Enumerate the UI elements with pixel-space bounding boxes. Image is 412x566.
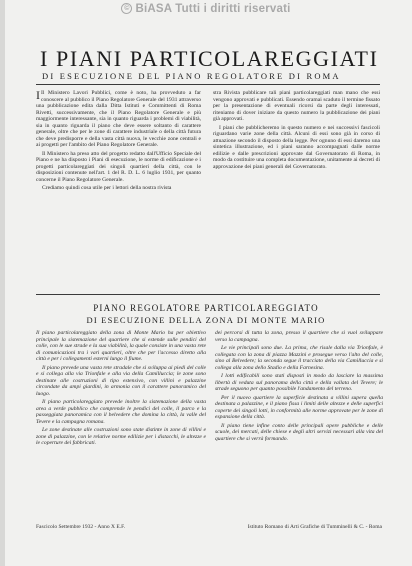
intro-right-paragraph-1: stra Rivista pubblicare tali piani particolareggiati man mano che essi vengono approvati e pubblicati. Essendo oramai scaduto il termine fissato per la presentazione di eventuali ricorsi da parte degli interessati, riteniamo di dover iniziare da questo numero la pubblicazione dei piani già approvati. [213, 90, 380, 122]
body-left-paragraph-2: Il piano prevede una vasta rete stradale che si sviluppa ai piedi del colle e si collega alla via Trionfale e alla via della Camilluccia; le zone sono destinate alle costruzioni di tipo estensivo, con villini e palazzine circondate da ampi giardini, in armonia con il carattere panoramico del luogo. [36, 364, 206, 397]
body-right-paragraph-4: Per il nuovo quartiere la superficie destinata a villini supera quella destinata a palazzine, e il piano fissa i limiti delle altezze e delle superfici coperte dei singoli lotti, in conformità alle norme approvate per le zone di espansione della città. [215, 394, 383, 420]
body-right-paragraph-1: dei percorsi di tutta la zona, presso il quartiere che si vuol sviluppare verso la campagna. [215, 330, 383, 343]
title-rule [36, 84, 380, 85]
footer-left: Fascicolo Settembre 1932 - Anno X E.F. [36, 524, 126, 530]
body-right-paragraph-5: Il piano tiene infine conto delle principali opere pubbliche e delle scuole, dei mercati, delle chiese e degli altri servizi necessari alla vita del quartiere che si verrà formando. [215, 422, 383, 442]
body-right-paragraph-3: I lotti edificabili sono stati disposti in modo da lasciare la massima libertà di veduta sul panorama della città e della vallata del Tevere; le strade seguono per quanto possibile l'andamento del terreno. [215, 373, 383, 392]
copyright-watermark [0, 3, 412, 15]
body-left-paragraph-4: Le zone destinate alle costruzioni sono state distinte in zone di villini e zone di palazzine, con le relative norme edilizie per i distacchi, le altezze e le coperture dei fabbricati. [36, 427, 206, 446]
watermark-text: BiASA Tutti i diritti riservati [135, 3, 291, 15]
intro-left-paragraph-2: Il Ministero ha preso atto del progetto redatto dall'Ufficio Speciale del Piano e ne ha disposto i Piani di esecuzione, le norme di edificazione e i progetti particolareggiati dei singoli quartieri della città, con le disposizioni contenute nell'art. 1 del R. D. L. 6 luglio 1931, per quanto concerne il Piano Regolatore Generale. [36, 150, 201, 183]
body-left-paragraph-3: Il piano particolareggiato prevede inoltre la sistemazione della vasta area a verde pubblico che comprende le pendici del colle, il parco e la passeggiata panoramica con il belvedere che domina la città, la valle del Tevere e la campagna romana. [36, 399, 206, 425]
section-title: PIANO REGOLATORE PARTICOLAREGGIATO [93, 303, 319, 313]
intro-column-left [36, 90, 201, 288]
body-left-paragraph-1: Il piano particolareggiato della zona di Monte Mario ha per obiettivo principale la sistemazione del quartiere che si estende sulle pendici del colle, con le sue strade e la sua viabilità, la quale consiste in una vasta rete di comunicazioni tra i vari quartieri, oltre che per l'accesso diretto alla città e per i collegamenti esterni lungo il fiume. [36, 330, 206, 362]
intro-right-paragraph-2: I piani che pubblicheremo in questo numero e nei successivi fascicoli riguardano varie zone della città. Alcuni di essi sono già in corso di attuazione secondo il disposto della legge. Per ognuno di essi daremo una sintetica illustrazione, ed i piani saranno accompagnati dalle norme edilizie e dalle prescrizioni approvate dal Governatorato di Roma, in modo da costituire una completa documentazione, unitamente ai decreti di approvazione dei piani generali del Governatorato. [213, 124, 380, 170]
body-right-paragraph-2: Le vie principali sono due. La prima, che risale dalla via Trionfale, è collegata con la zona di piazza Mazzini e prosegue verso l'alto del colle, sino al Belvedere; la seconda segue il tracciato della via Camilluccia e si collega alla zona dello Stadio e della Farnesina. [215, 345, 383, 371]
page-edge-shadow [0, 0, 5, 566]
intro-left-paragraph-3: Crediamo quindi cosa utile per i lettori della nostra rivista [42, 185, 172, 191]
copyright-icon: © [121, 3, 132, 14]
footer-right: Istituto Romano di Arti Grafiche di Tumminelli & C. - Roma [247, 524, 382, 530]
section-subtitle: DI ESECUZIONE DELLA ZONA DI MONTE MARIO [86, 315, 326, 325]
drop-cap: I [36, 90, 40, 102]
section-rule [36, 294, 380, 295]
body-column-left [36, 330, 206, 516]
intro-column-right [213, 90, 380, 288]
article-title: I PIANI PARTICOLAREGGIATI [40, 46, 379, 71]
body-column-right [215, 330, 383, 516]
article-subtitle: DI ESECUZIONE DEL PIANO REGOLATORE DI ROMA [42, 71, 341, 81]
intro-left-paragraph-1: I Il Ministero Lavori Pubblici, come è noto, ha provveduto a far conoscere al pubblico il Piano Regolatore Generale del 1931 attraverso una pubblicazione edita dalla Ditta Istituti e Committenti di Roma Rivetti, successivamente, che il Piano Regolatore Generale e più maggiormente interessante, sia in quanto riguarda i problemi di viabilità, sia in quanto riguarda il piano che deve essere soltanto di carattere generale, oltre che per le zone di carattere industriale o della città futura che deve predisporre e della vasta città nuova, le vecchie zone centrali e ai progetti per l'ambito del Piano Regolatore Generale. [36, 90, 201, 148]
